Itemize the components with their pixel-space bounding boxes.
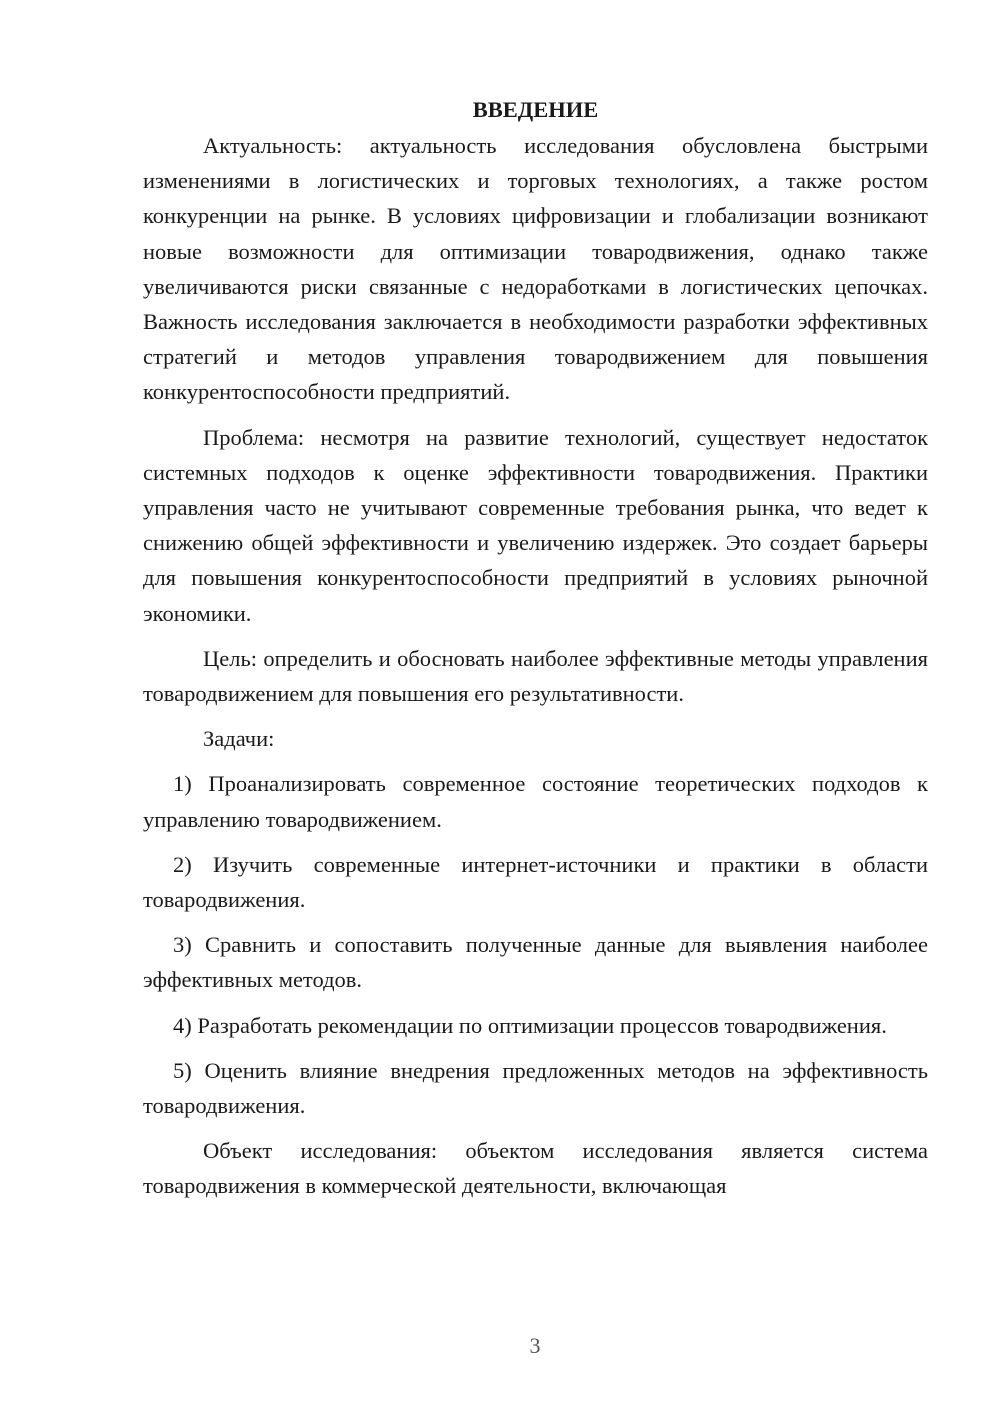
task-item-5: 5) Оценить влияние внедрения предложенных методов на эффективность товародвижения.	[143, 1057, 928, 1119]
task-item-3: 3) Сравнить и сопоставить полученные данные для выявления наиболее эффективных методов.	[143, 932, 928, 993]
paragraph-goal: Цель: определить и обосновать наиболее эффективные методы управления товародвижением для повышения его результативности.	[143, 645, 928, 707]
page-number: 3	[529, 1333, 541, 1358]
task-item-4: 4) Разработать рекомендации по оптимизации процессов товародвижения.	[173, 1012, 887, 1038]
tasks-label: Задачи:	[203, 726, 275, 752]
task-item-2: 2) Изучить современные интернет-источники и практики в области товародвижения.	[143, 851, 928, 913]
page-title: ВВЕДЕНИЕ	[472, 97, 599, 122]
paragraph-relevance: Актуальность: актуальность исследования обусловлена быстрыми изменениями в логистических и торговых технологиях, а также ростом конкуренции на рынке. В условиях цифровизации и глобализации возникают новые возможности для оптимизации товародвижения, однако также увеличиваются риски связанные с недоработками в логистических цепочках. Важность исследования заключается в необходимости разработки эффективных стратегий и методов управления товародвижением для повышения конкурентоспособности предприятий.	[143, 133, 928, 405]
task-item-1: 1) Проанализировать современное состояние теоретических подходов к управлению товародвижением.	[143, 771, 928, 832]
paragraph-problem: Проблема: несмотря на развитие технологий, существует недостаток системных подходов к оценке эффективности товародвижения. Практики управления часто не учитывают современные требования рынка, что ведет к снижению общей эффективности и увеличению издержек. Это создает барьеры для повышения конкурентоспособности предприятий в условиях рыночной экономики.	[143, 424, 928, 626]
paragraph-object: Объект исследования: объектом исследования является система товародвижения в коммерческой деятельности, включающая	[143, 1138, 928, 1199]
document-page	[143, 92, 928, 1204]
